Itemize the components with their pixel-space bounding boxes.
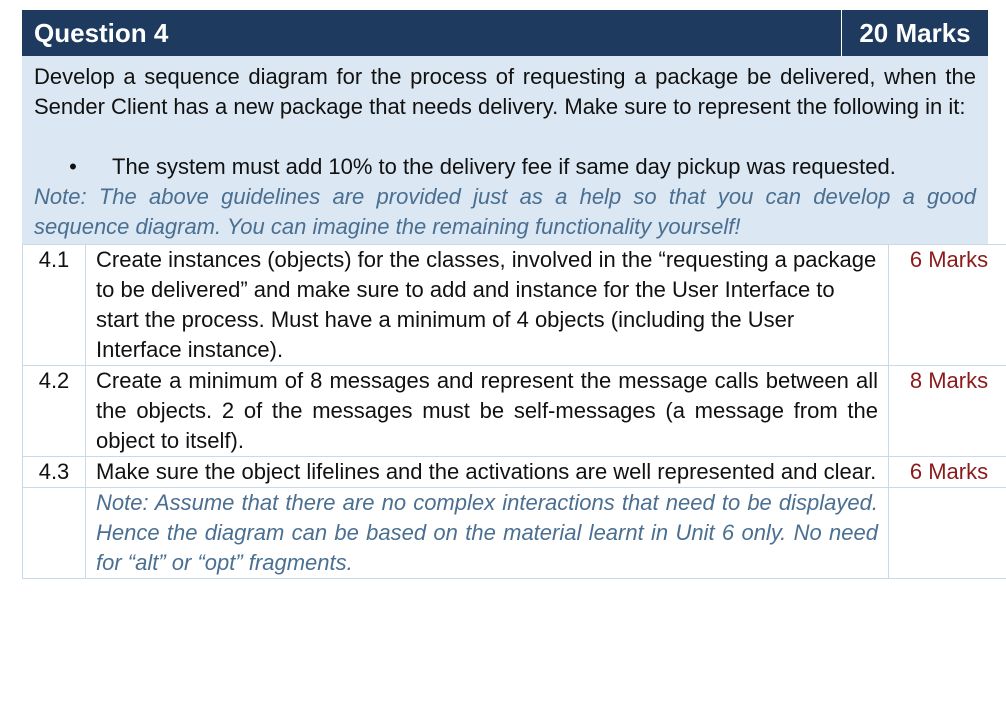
table-row: [23, 245, 1006, 366]
empty-cell: [889, 488, 1006, 579]
table-row: [23, 488, 1006, 579]
requirement-bullet: [34, 152, 976, 182]
final-note: Note: Assume that there are no complex interactions that need to be displayed. Hence the diagram can be based on the material learnt in Unit 6 only. No need for “alt” or “opt” fragments.: [86, 488, 889, 579]
task-table: [22, 244, 1006, 579]
question-block: [22, 10, 988, 579]
task-description: Make sure the object lifelines and the activations are well represented and clear.: [86, 457, 889, 488]
question-title: Question 4: [34, 18, 169, 48]
task-description: Create instances (objects) for the classes, involved in the “requesting a package to be delivered” and make sure to add and instance for the User Interface to start the process. Must have a minimum of 4 objects (including the User Interface instance).: [86, 245, 889, 366]
bullet-text: The system must add 10% to the delivery fee if same day pickup was requested.: [112, 154, 896, 179]
task-number: 4.3: [23, 457, 86, 488]
task-marks: 8 Marks: [889, 366, 1006, 457]
task-description: Create a minimum of 8 messages and represent the message calls between all the objects. 2 of the messages must be self-messages (a message from the object to itself).: [86, 366, 889, 457]
empty-cell: [23, 488, 86, 579]
task-number: 4.2: [23, 366, 86, 457]
question-header: [22, 10, 988, 56]
task-marks: 6 Marks: [889, 457, 1006, 488]
bullet-icon: •: [69, 154, 77, 179]
question-intro: [22, 56, 988, 244]
task-number: 4.1: [23, 245, 86, 366]
task-marks: 6 Marks: [889, 245, 1006, 366]
table-row: [23, 457, 1006, 488]
question-total-marks: 20 Marks: [841, 10, 988, 56]
intro-paragraph: Develop a sequence diagram for the process of requesting a package be delivered, when the Sender Client has a new package that needs delivery. Make sure to represent the following in it:: [34, 64, 976, 119]
table-row: [23, 366, 1006, 457]
guideline-note: Note: The above guidelines are provided just as a help so that you can develop a good sequence diagram. You can imagine the remaining functionality yourself!: [34, 184, 976, 239]
